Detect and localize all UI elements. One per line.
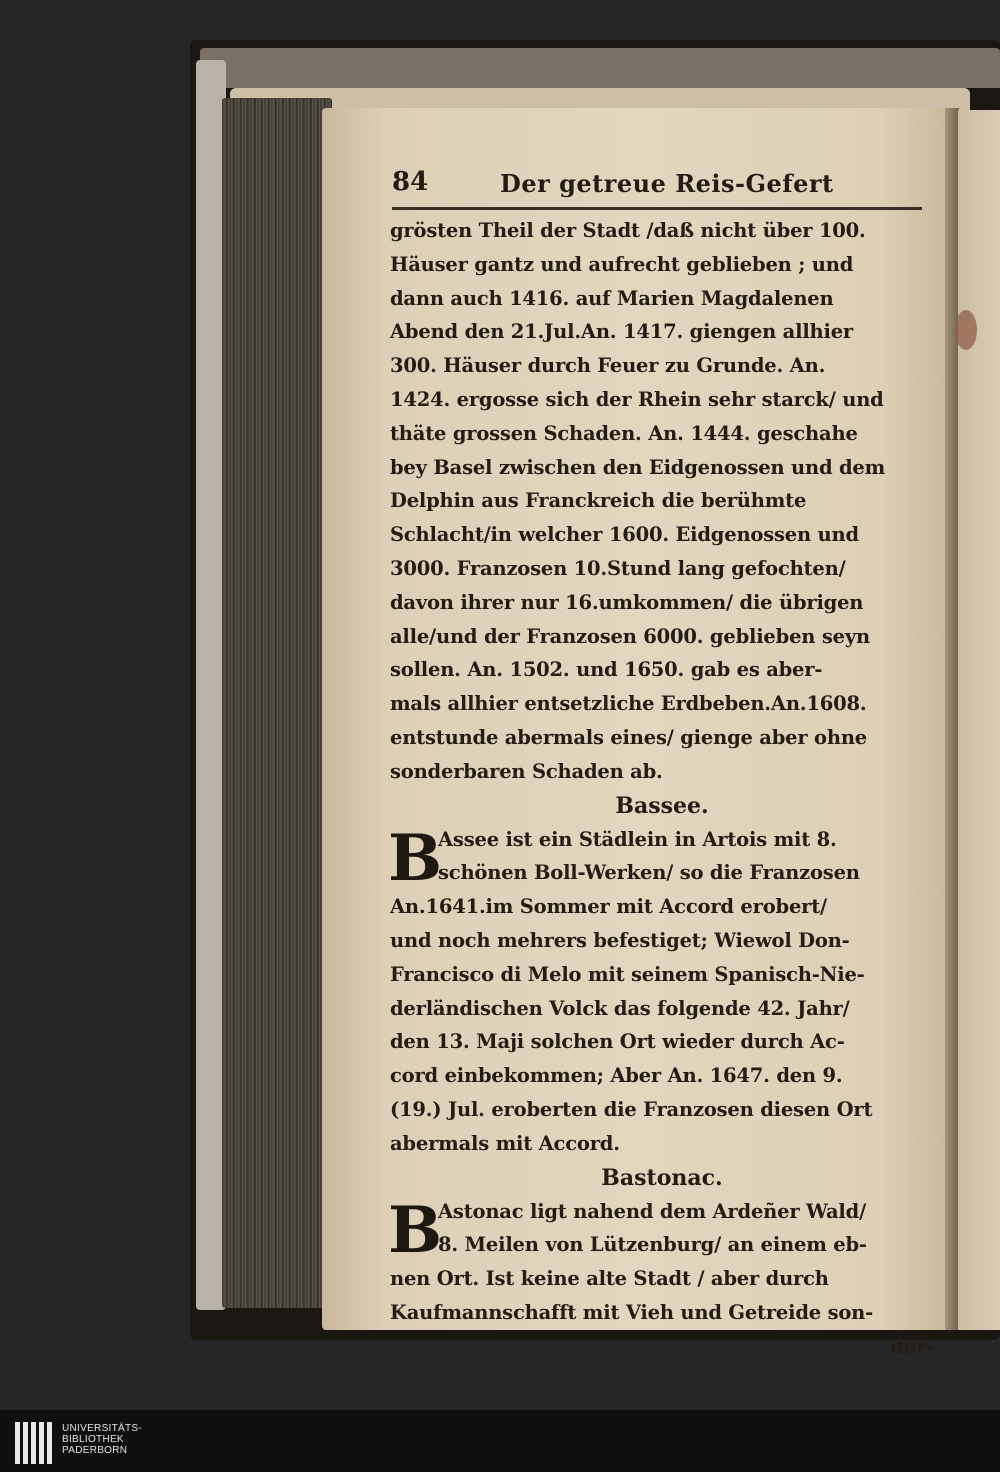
text-block bbox=[390, 214, 934, 1364]
text-line: bey Basel zwischen den Eidgenossen und dem bbox=[390, 455, 886, 479]
text-line: 300. Häuser durch Feuer zu Grunde. An. bbox=[390, 354, 826, 378]
page-header bbox=[392, 165, 922, 205]
text-line: mals allhier entsetzliche Erdbeben.An.1608. bbox=[390, 692, 867, 716]
drop-cap-initial: B bbox=[388, 820, 443, 896]
text-line: grösten Theil der Stadt /daß nicht über 100. bbox=[390, 219, 866, 242]
text-line: entstunde abermals eines/ gienge aber ohne bbox=[390, 725, 868, 749]
text-line: Abend den 21.Jul.An. 1417. giengen allhier bbox=[390, 320, 853, 344]
library-logo-text bbox=[62, 1423, 142, 1456]
text-line: Astonac ligt nahend dem Ardeñer Wald/ bbox=[438, 1199, 866, 1223]
page-number: 84 bbox=[392, 167, 429, 197]
text-line: 1424. ergosse sich der Rhein sehr starck/ und bbox=[390, 387, 884, 411]
drop-cap-initial: B bbox=[388, 1192, 443, 1268]
logo-text-line: PADERBORN bbox=[62, 1445, 128, 1456]
text-line: alle/und der Franzosen 6000. geblieben seyn bbox=[390, 624, 870, 648]
catchword: der- bbox=[890, 1334, 934, 1358]
facing-page-edge bbox=[958, 110, 1000, 1330]
library-logo-icon bbox=[15, 1422, 53, 1464]
section-heading-bastonac: Bastonac. bbox=[601, 1164, 723, 1191]
text-line: und noch mehrers befestiget; Wiewol Don- bbox=[390, 928, 850, 952]
text-line: derländischen Volck das folgende 42. Jahr/ bbox=[390, 996, 850, 1020]
text-line: Schlacht/in welcher 1600. Eidgenossen und bbox=[390, 523, 859, 547]
footer-band bbox=[0, 1410, 1000, 1472]
logo-text-line: UNIVERSITÄTS- bbox=[62, 1423, 143, 1434]
page-stain bbox=[955, 310, 977, 350]
text-line: Assee ist ein Städlein in Artois mit 8. bbox=[438, 827, 837, 851]
spine-gutter bbox=[945, 108, 959, 1330]
running-head: Der getreue Reis-Gefert bbox=[500, 169, 834, 198]
text-line: sollen. An. 1502. und 1650. gab es aber- bbox=[390, 658, 823, 682]
text-line: cord einbekommen; Aber An. 1647. den 9. bbox=[390, 1064, 843, 1088]
section-bassee bbox=[388, 820, 934, 1161]
section-heading-bassee: Bassee. bbox=[615, 792, 709, 819]
text-line: 8. Meilen von Lützenburg/ an einem eb- bbox=[438, 1233, 867, 1257]
text-line: dann auch 1416. auf Marien Magdalenen bbox=[390, 286, 834, 310]
book-cover-top bbox=[200, 48, 1000, 88]
text-line: Delphin aus Franckreich die berühmte bbox=[390, 489, 807, 513]
header-rule bbox=[392, 207, 922, 210]
page-edges bbox=[222, 98, 332, 1308]
text-line: Kaufmannschafft mit Vieh und Getreide son- bbox=[390, 1300, 874, 1324]
text-line: schönen Boll-Werken/ so die Franzosen bbox=[438, 861, 860, 885]
text-line: Häuser gantz und aufrecht geblieben ; und bbox=[390, 252, 854, 276]
text-line: (19.) Jul. eroberten die Franzosen diesen Ort bbox=[390, 1097, 873, 1121]
text-line: abermals mit Accord. bbox=[390, 1131, 620, 1155]
text-line: An.1641.im Sommer mit Accord erobert/ bbox=[390, 895, 827, 919]
text-line: thäte grossen Schaden. An. 1444. geschahe bbox=[390, 421, 858, 445]
text-line: davon ihrer nur 16.umkommen/ die übrigen bbox=[390, 590, 864, 614]
text-line: nen Ort. Ist keine alte Stadt / aber durch bbox=[390, 1267, 829, 1291]
text-line: Francisco di Melo mit seinem Spanisch-Nie- bbox=[390, 962, 865, 986]
section-bastonac bbox=[388, 1192, 934, 1330]
text-line: 3000. Franzosen 10.Stund lang gefochten/ bbox=[390, 556, 846, 580]
text-line: den 13. Maji solchen Ort wieder durch Ac- bbox=[390, 1030, 845, 1054]
text-line: sonderbaren Schaden ab. bbox=[390, 759, 663, 783]
logo-text-line: BIBLIOTHEK bbox=[62, 1434, 124, 1445]
